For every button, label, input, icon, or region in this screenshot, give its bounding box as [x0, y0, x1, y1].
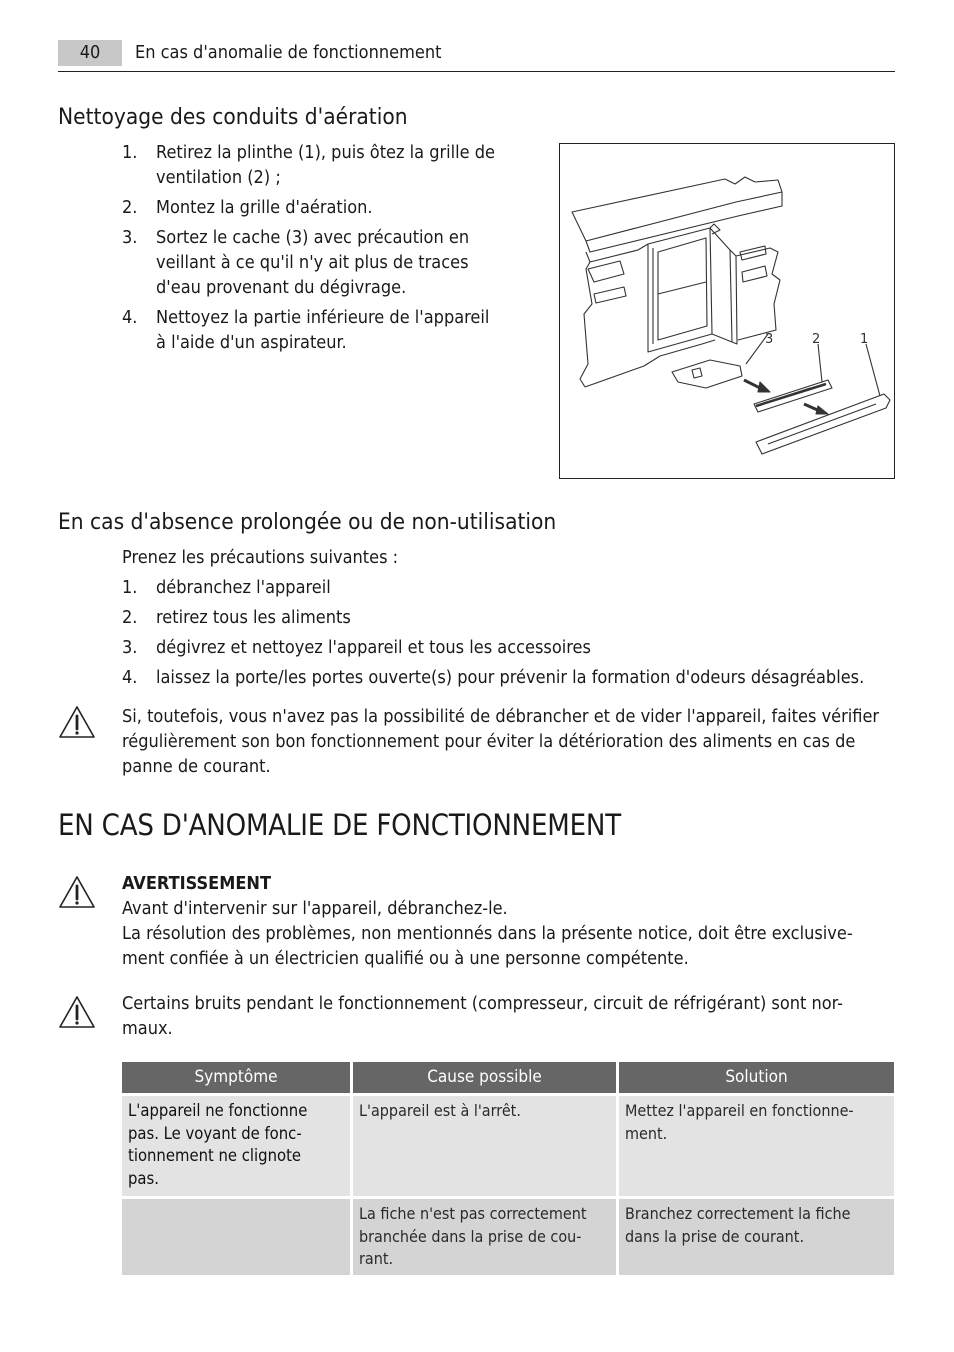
- cell-symptom: L'appareil ne fonctionne pas. Le voyant de fonc- tionnement ne clignote pas.: [122, 1093, 353, 1196]
- running-title: En cas d'anomalie de fonctionnement: [135, 42, 442, 63]
- table-header-row: [122, 1062, 894, 1093]
- warning-triangle-icon: [58, 875, 96, 909]
- table-row: [122, 1093, 894, 1196]
- vent-cleaning-illustration: [559, 143, 895, 479]
- absence-intro: Prenez les précautions suivantes :: [122, 547, 399, 568]
- absence-step-2: 2. retirez tous les aliments: [122, 607, 351, 628]
- appliance-drawing: [560, 144, 894, 478]
- column-header-symptom: Symptôme: [122, 1062, 353, 1093]
- vents-steps: [122, 140, 522, 360]
- vents-step-3: 3. Sortez le cache (3) avec précaution en veillant à ce qu'il n'y ait plus de traces d'eau provenant du dégivrage.: [122, 227, 470, 298]
- warning-title: AVERTISSEMENT: [122, 873, 272, 894]
- vents-step-1: 1. Retirez la plinthe (1), puis ôtez la grille de ventilation (2) ;: [122, 142, 496, 188]
- table-row: [122, 1196, 894, 1275]
- absence-steps: [122, 575, 892, 695]
- absence-step-1: 1. débranchez l'appareil: [122, 577, 331, 598]
- column-header-solution: Solution: [619, 1062, 894, 1093]
- absence-step-3: 3. dégivrez et nettoyez l'appareil et tous les accessoires: [122, 637, 591, 658]
- page-number: 40: [58, 40, 122, 66]
- column-header-cause: Cause possible: [353, 1062, 619, 1093]
- label-grille: 2: [812, 332, 821, 347]
- label-plinth: 1: [860, 332, 869, 347]
- section-heading-vents: Nettoyage des conduits d'aération: [58, 104, 408, 130]
- troubleshooting-table: [122, 1062, 894, 1275]
- label-cover: 3: [765, 332, 774, 347]
- vents-step-4: 4. Nettoyez la partie inférieure de l'appareil à l'aide d'un aspirateur.: [122, 307, 490, 353]
- chapter-title: EN CAS D'ANOMALIE DE FONCTIONNEMENT: [58, 808, 621, 842]
- absence-step-4: 4. laissez la porte/les portes ouverte(s) pour prévenir la formation d'odeurs désagréables.: [122, 667, 865, 688]
- page-header: [58, 40, 895, 72]
- fault-warning: AVERTISSEMENT Avant d'intervenir sur l'appareil, débranchez-le. La résolution des problèmes, non mentionnés dans la présente notice, doit être exclusive- ment confiée à un électricien qualifié ou à une personne compétente.: [122, 871, 897, 971]
- cell-solution: Branchez correctement la fiche dans la prise de courant.: [619, 1196, 894, 1275]
- noise-note: Certains bruits pendant le fonctionnement (compresseur, circuit de réfrigérant) sont nor- maux.: [122, 993, 844, 1039]
- absence-warning-text: Si, toutefois, vous n'avez pas la possibilité de débrancher et de vider l'appareil, faites vérifier régulièrement son bon fonctionnement pour éviter la détérioration des aliments en cas de panne de courant.: [122, 706, 880, 777]
- warning-triangle-icon: [58, 705, 96, 739]
- cell-symptom: [122, 1196, 353, 1275]
- section-heading-absence: En cas d'absence prolongée ou de non-utilisation: [58, 509, 557, 535]
- vents-step-2: 2. Montez la grille d'aération.: [122, 197, 373, 218]
- warning-triangle-icon: [58, 995, 96, 1029]
- cell-cause: L'appareil est à l'arrêt.: [353, 1093, 619, 1196]
- cell-cause: La fiche n'est pas correctement branchée dans la prise de cou- rant.: [353, 1196, 619, 1275]
- cell-solution: Mettez l'appareil en fonctionne- ment.: [619, 1093, 894, 1196]
